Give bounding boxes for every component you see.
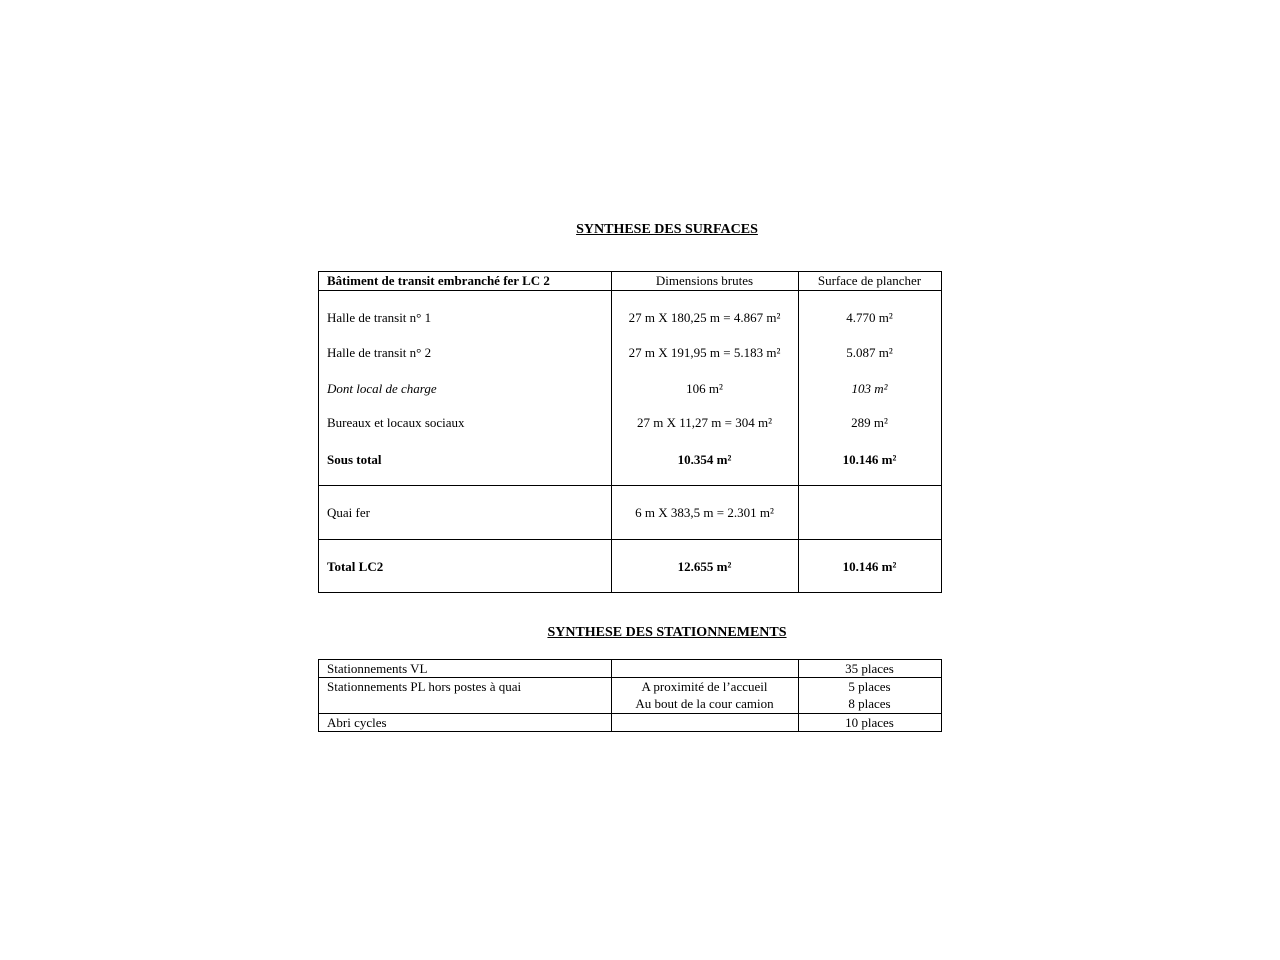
row-label: Dont local de charge bbox=[327, 381, 437, 396]
row-dims: 106 m² bbox=[686, 381, 723, 396]
parking-table bbox=[318, 659, 942, 732]
column-parking-label bbox=[319, 660, 612, 731]
row-surface: 10.146 m² bbox=[842, 452, 897, 467]
row-label: Bureaux et locaux sociaux bbox=[327, 415, 465, 430]
row-divider bbox=[319, 539, 941, 540]
parking-label: Stationnements VL bbox=[327, 661, 428, 676]
quai-dims: 6 m X 383,5 m = 2.301 m² bbox=[635, 505, 774, 520]
header-surface: Surface de plancher bbox=[817, 273, 922, 288]
header-building: Bâtiment de transit embranché fer LC 2 bbox=[327, 273, 550, 288]
row-label: Sous total bbox=[327, 452, 382, 467]
row-surface: 5.087 m² bbox=[846, 345, 893, 360]
row-label: Halle de transit n° 1 bbox=[327, 310, 432, 325]
parking-label: Abri cycles bbox=[327, 715, 387, 730]
parking-detail: A proximité de l’accueil bbox=[641, 679, 768, 694]
column-dimensions bbox=[611, 272, 799, 592]
row-dims: 27 m X 180,25 m = 4.867 m² bbox=[628, 310, 781, 325]
column-parking-count bbox=[798, 660, 941, 731]
total-surface: 10.146 m² bbox=[842, 559, 897, 574]
row-surface: 4.770 m² bbox=[846, 310, 893, 325]
surfaces-title: SYNTHESE DES SURFACES bbox=[576, 222, 758, 237]
parking-count: 35 places bbox=[845, 661, 894, 676]
parking-title: SYNTHESE DES STATIONNEMENTS bbox=[547, 625, 787, 640]
row-dims: 10.354 m² bbox=[677, 452, 732, 467]
row-surface: 103 m² bbox=[851, 381, 888, 396]
column-parking-detail bbox=[611, 660, 799, 731]
parking-label: Stationnements PL hors postes à quai bbox=[327, 679, 522, 694]
parking-count: 10 places bbox=[845, 715, 894, 730]
row-divider bbox=[319, 713, 941, 714]
row-divider bbox=[319, 485, 941, 486]
parking-detail: Au bout de la cour camion bbox=[635, 696, 774, 711]
row-dims: 27 m X 191,95 m = 5.183 m² bbox=[628, 345, 781, 360]
header-dimensions: Dimensions brutes bbox=[655, 273, 754, 288]
parking-count: 5 places bbox=[848, 679, 891, 694]
row-divider bbox=[319, 677, 941, 678]
row-label: Halle de transit n° 2 bbox=[327, 345, 432, 360]
quai-label: Quai fer bbox=[327, 505, 370, 520]
parking-count: 8 places bbox=[848, 696, 891, 711]
column-surface bbox=[798, 272, 941, 592]
row-surface: 289 m² bbox=[851, 415, 888, 430]
surfaces-table bbox=[318, 271, 942, 593]
total-dims: 12.655 m² bbox=[677, 559, 732, 574]
row-divider bbox=[319, 290, 941, 291]
row-dims: 27 m X 11,27 m = 304 m² bbox=[637, 415, 772, 430]
total-label: Total LC2 bbox=[327, 559, 384, 574]
column-building bbox=[319, 272, 612, 592]
